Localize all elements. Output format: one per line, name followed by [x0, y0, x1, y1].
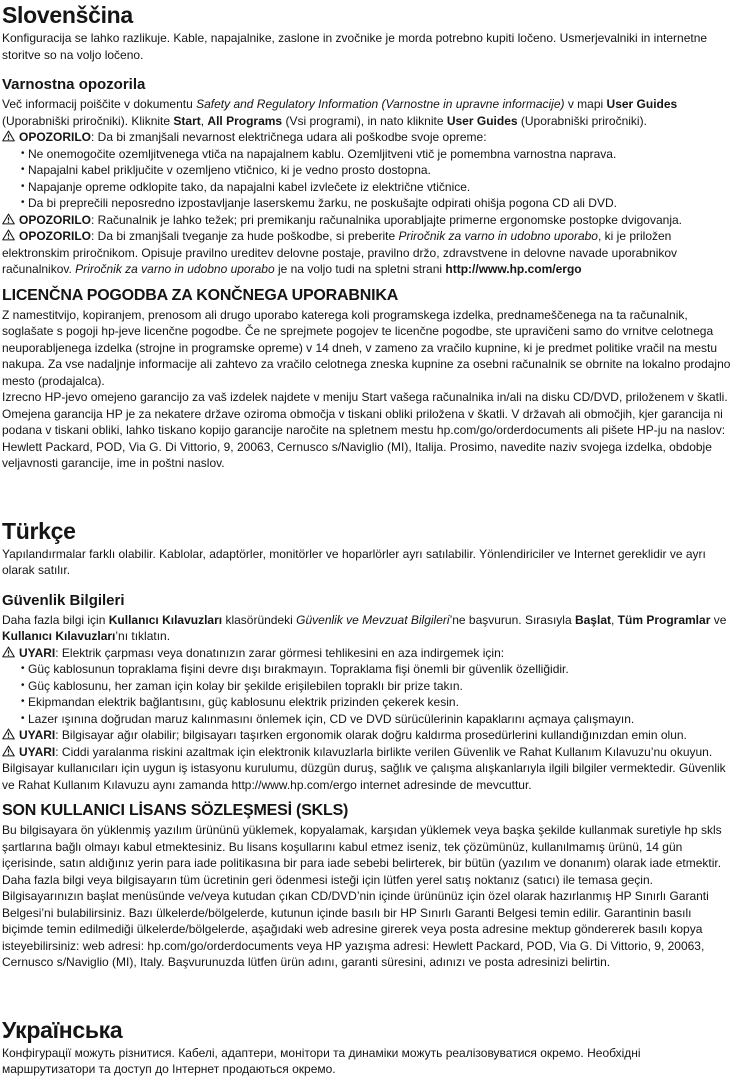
intro-paragraph: Yapılandırmalar farklı olabilir. Kablolar, adaptörler, monitörler ve hoparlörler ayrı satılabilir. Yönlendiriciler ve Internet gereklidir ve ayrı olarak satılır. [2, 546, 706, 577]
bullet-item [2, 661, 734, 678]
bullet-text: Napajalni kabel priključite v ozemljeno vtičnico, ki je vedno prosto dostopna. [28, 163, 431, 177]
warning-triangle-icon [2, 646, 15, 658]
section-title-turkce: Türkçe [2, 517, 76, 544]
warning-heavy-computer [2, 727, 734, 744]
bullet-text: Güç kablosunu, her zaman için kolay bir şekilde erişilebilen topraklı bir prize takın. [28, 678, 463, 693]
bullet-text: Lazer ışınına doğrudan maruz kalınmasını önlemek için, CD ve DVD sürücülerinin kapaklarını açmaya çalışmayın. [28, 711, 635, 726]
safety-heading: Varnostna opozorila [2, 76, 146, 93]
license-paragraph-2: Izrecno HP-jevo omejeno garancijo za vaš izdelek najdete v meniju Start vašega računalnika in/ali na disku CD/DVD, priloženem v škatli. Omejena garancija HP je za nekatere države oziroma območja v tiskani obliki priložena v škatli. V državah ali območjih, kjer garancija ni podana v tiskani obliki, lahko tiskano kopijo garancije naročite na spletnem mestu hp.com/go/orderdocuments ali pišete HP-ju na naslov: Hewlett Packard, POD, Via G. Di Vittorio, 9, 20063, Cernusco s/Naviglio (MI), Italija. Prosimo, navedite naziv svojega izdelka, obdobje veljavnosti garancije, ime in poštni naslov. [2, 390, 728, 470]
warning-electric-shock [2, 129, 734, 146]
bullet-marker: • [21, 696, 25, 707]
bullet-item [2, 694, 734, 711]
bullet-marker: • [21, 180, 25, 192]
license-paragraph-1: Z namestitvijo, kopiranjem, prenosom ali drugo uporabo katerega koli programskega izdelka, prednameščenega na ta računalnik, soglašate s pogoji hp-jeve licenčne pogodbe. Če ne sprejmete pogojev te licenčne pogodbe, ste upravičeni samo do vrnitve celotnega neuporabljenega izdelka (strojne in programske opreme) v 14 dneh, v zameno za vračilo kupnine, ki je predmet politike vračil na mestu nakupa. Za vse nadaljnje informacije ali zahtevo za vračilo celotnega zneska kupnine za osebni računalnik se obrnite na lokalno prodajno mesto (prodajalca). [2, 307, 731, 388]
warning-text: UYARI: Elektrik çarpması veya donatınızın zarar görmesi tehlikesini en aza indirgemek için: [19, 645, 505, 660]
warning-text: OPOZORILO: Da bi zmanjšali nevarnost električnega udara ali poškodbe svoje opreme: [19, 130, 487, 144]
section-title-ukrainska: Українська [2, 1016, 123, 1043]
warning-electric-shock [2, 645, 734, 662]
bullet-item [2, 162, 734, 179]
bullet-text: Napajanje opreme odklopite tako, da napajalni kabel izvlečete iz električne vtičnice. [28, 179, 471, 194]
safety-heading: Güvenlik Bilgileri [2, 591, 125, 609]
safety-paragraph: Več informacij poiščite v dokumentu Safety and Regulatory Information (Varnostne in upravne informacije) v mapi User Guides (Uporabniški priročniki). Kliknite Start, All Programs (Vsi programi), in nato kliknite User Guides (Uporabniški priročniki). [2, 97, 678, 128]
license-agreement-block [2, 802, 734, 971]
bullet-text: Ekipmandan elektrik bağlantısını, güç kablosunu elektrik prizinden çekerek kesin. [28, 695, 459, 709]
bullet-item [2, 678, 734, 695]
warning-text: OPOZORILO: Da bi zmanjšali tveganje za hude poškodbe, si preberite Priročnik za varno in udobno uporabo, ki je priložen elektronskim priročnikom. Opisuje pravilno ureditev delovne postaje, pravilno držo, zdravstvene in delovne navade uporabnikov računalnikov. Priročnik za varno in udobno uporabo je na voljo tudi na spletni strani http://www.hp.com/ergo [2, 229, 678, 276]
bullet-marker: • [21, 712, 25, 724]
warning-triangle-icon [2, 213, 15, 225]
bullet-marker: • [21, 197, 25, 208]
bullet-marker: • [21, 679, 25, 691]
bullet-marker: • [21, 147, 25, 159]
section-slovenscina [2, 2, 734, 472]
license-agreement-block [2, 287, 734, 472]
section-ukrainska [2, 1017, 734, 1078]
document-page [2, 2, 734, 1078]
warning-triangle-icon [2, 130, 15, 142]
warning-ergonomics [2, 744, 734, 794]
bullet-item [2, 179, 734, 196]
license-paragraph-2: Bilgisayarınızın başlat menüsünde ve/veya kutudan çıkan CD/DVD’nin içinde ürününüz için özel olarak hazırlanmış HP Sınırlı Garanti Belgesi’ni bulabilirsiniz. Bazı ülkelerde/bölgelerde, kutunun içinde basılı bir HP Sınırlı Garanti Belgesi temin edilir. Garantinin basılı biçimde temin edilmediği ülkelerde/bölgelerde, aşağıdaki web adresine girerek veya posta adresine mektup göndererek basılı kopya isteyebilirsiniz: web adresi: hp.com/go/orderdocuments veya HP yazışma adresi: Hewlett Packard, POD, Via G. Di Vittorio, 9, 20063, Cernusco s/Naviglio (MI), Italy. Başvurunuzda lütfen ürün adını, garanti süresini, adınızı ve posta adresinizi belirtin. [2, 889, 709, 969]
bullet-item [2, 711, 734, 728]
bullet-text: Da bi preprečili neposredno izpostavljanje laserskemu žarku, ne poskušajte odpirati ohišja pogona CD ali DVD. [28, 196, 617, 210]
bullet-marker: • [21, 663, 25, 674]
bullet-text: Ne onemogočite ozemljitvenega vtiča na napajalnem kablu. Ozemljitveni vtič je pomembna varnostna naprava. [28, 146, 617, 161]
section-title-slovenscina: Slovenščina [2, 2, 133, 28]
warning-bullet-list [2, 146, 734, 212]
section-turkce [2, 518, 734, 971]
warning-text: OPOZORILO: Računalnik je lahko težek; pri premikanju računalnika uporabljajte primerne ergonomske postopke dvigovanja. [19, 212, 682, 227]
bullet-marker: • [21, 164, 25, 175]
warning-triangle-icon [2, 745, 15, 757]
license-heading: LICENČNA POGODBA ZA KONČNEGA UPORABNIKA [2, 286, 399, 304]
bullet-text: Güç kablosunun topraklama fişini devre dışı bırakmayın. Topraklama fişi önemli bir güvenlik özelliğidir. [28, 662, 569, 676]
bullet-item [2, 146, 734, 163]
warning-bullet-list [2, 661, 734, 727]
warning-ergonomics [2, 228, 734, 278]
bullet-item [2, 195, 734, 212]
warning-heavy-computer [2, 212, 734, 229]
license-heading: SON KULLANICI LİSANS SÖZLEŞMESİ (SKLS) [2, 802, 349, 819]
warning-text: UYARI: Bilgisayar ağır olabilir; bilgisayarı taşırken ergonomik olarak doğru kaldırma prosedürlerini kullandığınızdan emin olun. [19, 728, 687, 742]
intro-paragraph: Конфігурації можуть різнитися. Кабелі, адаптери, монітори та динаміки можуть реалізовуватися окремо. Необхідні маршрутизатори та доступ до Інтернет продаються окремо. [2, 1045, 641, 1076]
license-paragraph-1: Bu bilgisayara ön yüklenmiş yazılım ürününü yüklemek, kopyalamak, karşıdan yüklemek veya başka şekilde kullanmak suretiyle hp skls şartlarına bağlı olmayı kabul etmektesiniz. Bu lisans koşullarını kabul etmez iseniz, tek çözümünüz, kullanılmamış ürünü, 14 gün içerisinde, satın aldığınız yerin para iade politikasına bir para iade sebebi belirterek, bir bütün (yazılım ve donanım) olarak iade etmektir. Daha fazla bilgi veya bilgisayarın tüm ücretinin geri ödenmesi isteği için lütfen yerel satış noktanız (satıcı) ile temasa geçin. [2, 823, 722, 887]
warning-triangle-icon [2, 728, 15, 740]
safety-paragraph: Daha fazla bilgi için Kullanıcı Kılavuzları klasöründeki Güvenlik ve Mevzuat Bilgileri’ne başvurun. Sırasıyla Başlat, Tüm Programlar ve Kullanıcı Kılavuzları’nı tıklatın. [2, 612, 727, 643]
warning-text: UYARI: Ciddi yaralanma riskini azaltmak için elektronik kılavuzlarla birlikte verilen Güvenlik ve Rahat Kullanım Kılavuzu’nu okuyun. Bilgisayar kullanıcıları için uygun iş istasyonu kurulumu, düzgün duruş, sağlık ve çalışma alışkanlarıyla ilgili bilgiler vermektedir. Güvenlik ve Rahat Kullanım Kılavuzu aynı zamanda http://www.hp.com/ergo internet adresinde de mevcuttur. [2, 744, 726, 792]
intro-paragraph: Konfiguracija se lahko razlikuje. Kable, napajalnike, zaslone in zvočnike je morda potrebno kupiti ločeno. Usmerjevalniki in internetne storitve so na voljo ločeno. [2, 31, 708, 62]
warning-triangle-icon [2, 229, 15, 241]
